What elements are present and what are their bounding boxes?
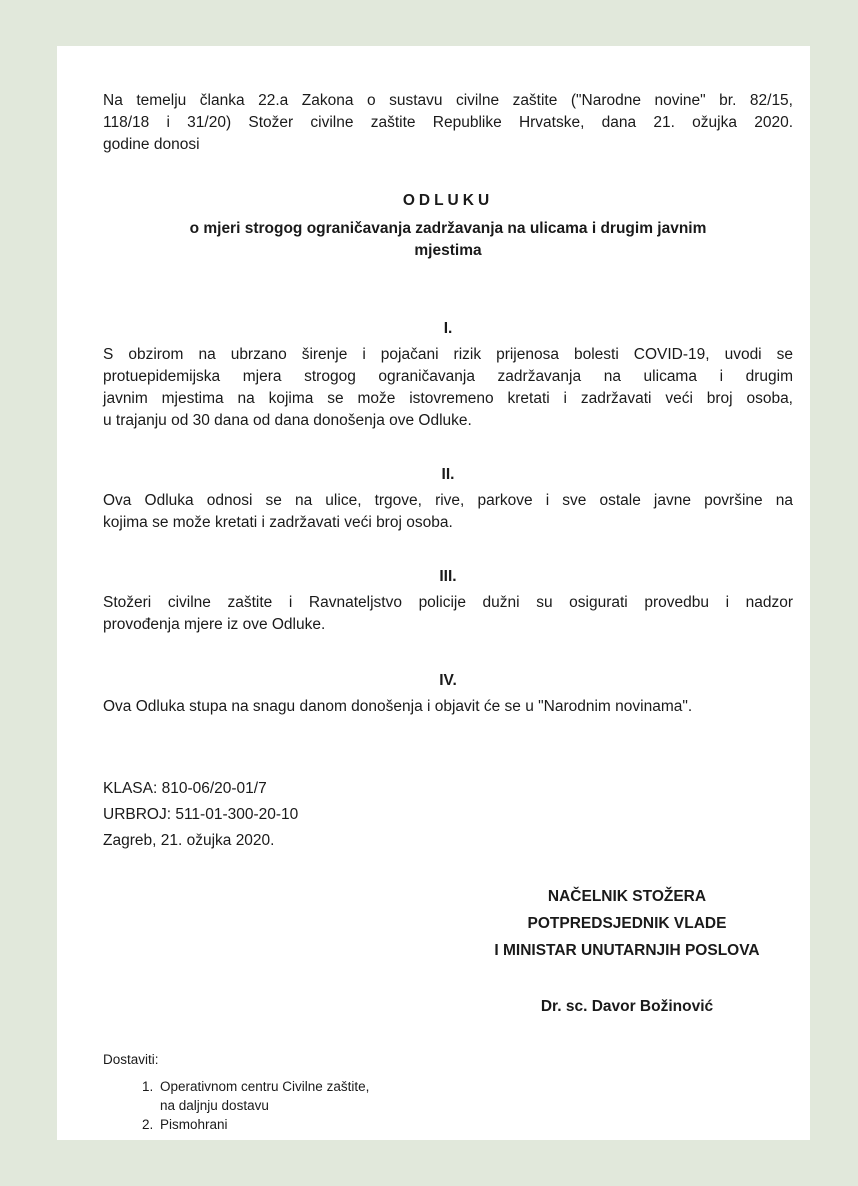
signature-title: NAČELNIK STOŽERA xyxy=(547,888,707,905)
signature-block xyxy=(462,883,792,964)
section-line: Ova Odluka stupa na snagu danom donošenja i objavit će se u "Narodnim novinama". xyxy=(103,698,693,715)
section-line: kojima se može kretati i zadržavati veći broj osoba. xyxy=(103,514,453,531)
section-line: javnim mjestima na kojima se može istovremeno kretati i zadržavati veći broj osoba, xyxy=(103,390,793,407)
section-body xyxy=(103,490,793,534)
section-line: provođenja mjere iz ove Odluke. xyxy=(103,616,326,633)
list-item-text: 2. Pismohrani xyxy=(160,1117,228,1132)
list-item-text: 1. Operativnom centru Civilne zaštite, xyxy=(160,1079,370,1094)
signatory-name: Dr. sc. Davor Božinović xyxy=(540,998,714,1015)
signature-title: I MINISTAR UNUTARNJIH POSLOVA xyxy=(494,942,760,959)
preamble-line: Na temelju članka 22.a Zakona o sustavu civilne zaštite ("Narodne novine" br. 82/15, xyxy=(103,92,793,109)
distribution-heading: Dostaviti: xyxy=(103,1052,159,1067)
document-meta xyxy=(103,776,793,854)
section-line: Stožeri civilne zaštite i Ravnateljstvo policije dužni su osigurati provedbu i nadzor xyxy=(103,594,793,611)
list-item-text: na daljnju dostavu xyxy=(160,1098,269,1113)
distribution xyxy=(103,1050,369,1134)
section-number: I. xyxy=(443,320,453,337)
klasa: KLASA: 810-06/20-01/7 xyxy=(103,780,267,797)
section-body xyxy=(103,696,793,718)
preamble xyxy=(103,90,793,156)
list-item xyxy=(157,1115,369,1134)
document-subtitle xyxy=(103,218,793,262)
subtitle-line: o mjeri strogog ograničavanja zadržavanja na ulicama i drugim javnim xyxy=(189,220,707,237)
section-number: II. xyxy=(441,466,455,483)
urbroj: URBROJ: 511-01-300-20-10 xyxy=(103,806,299,823)
section-line: protuepidemijska mjera strogog ograničavanja zadržavanja na ulicama i drugim xyxy=(103,368,793,385)
preamble-line: 118/18 i 31/20) Stožer civilne zaštite Republike Hrvatske, dana 21. ožujka 2020. xyxy=(103,114,793,131)
subtitle-line: mjestima xyxy=(414,242,482,259)
section-line: Ova Odluka odnosi se na ulice, trgove, rive, parkove i sve ostale javne površine na xyxy=(103,492,793,509)
section-body xyxy=(103,344,793,432)
signature-title: POTPREDSJEDNIK VLADE xyxy=(527,915,727,932)
section-line: u trajanju od 30 dana od dana donošenja ove Odluke. xyxy=(103,412,472,429)
place-date: Zagreb, 21. ožujka 2020. xyxy=(103,832,275,849)
preamble-line: godine donosi xyxy=(103,136,200,153)
section-line: S obzirom na ubrzano širenje i pojačani rizik prijenosa bolesti COVID-19, uvodi se xyxy=(103,346,793,363)
section-body xyxy=(103,592,793,636)
section-number: IV. xyxy=(439,672,457,689)
section-number: III. xyxy=(439,568,457,585)
document-title: ODLUKU xyxy=(402,192,494,209)
distribution-list xyxy=(103,1077,369,1134)
list-item xyxy=(157,1077,369,1115)
document-page xyxy=(57,46,810,1140)
